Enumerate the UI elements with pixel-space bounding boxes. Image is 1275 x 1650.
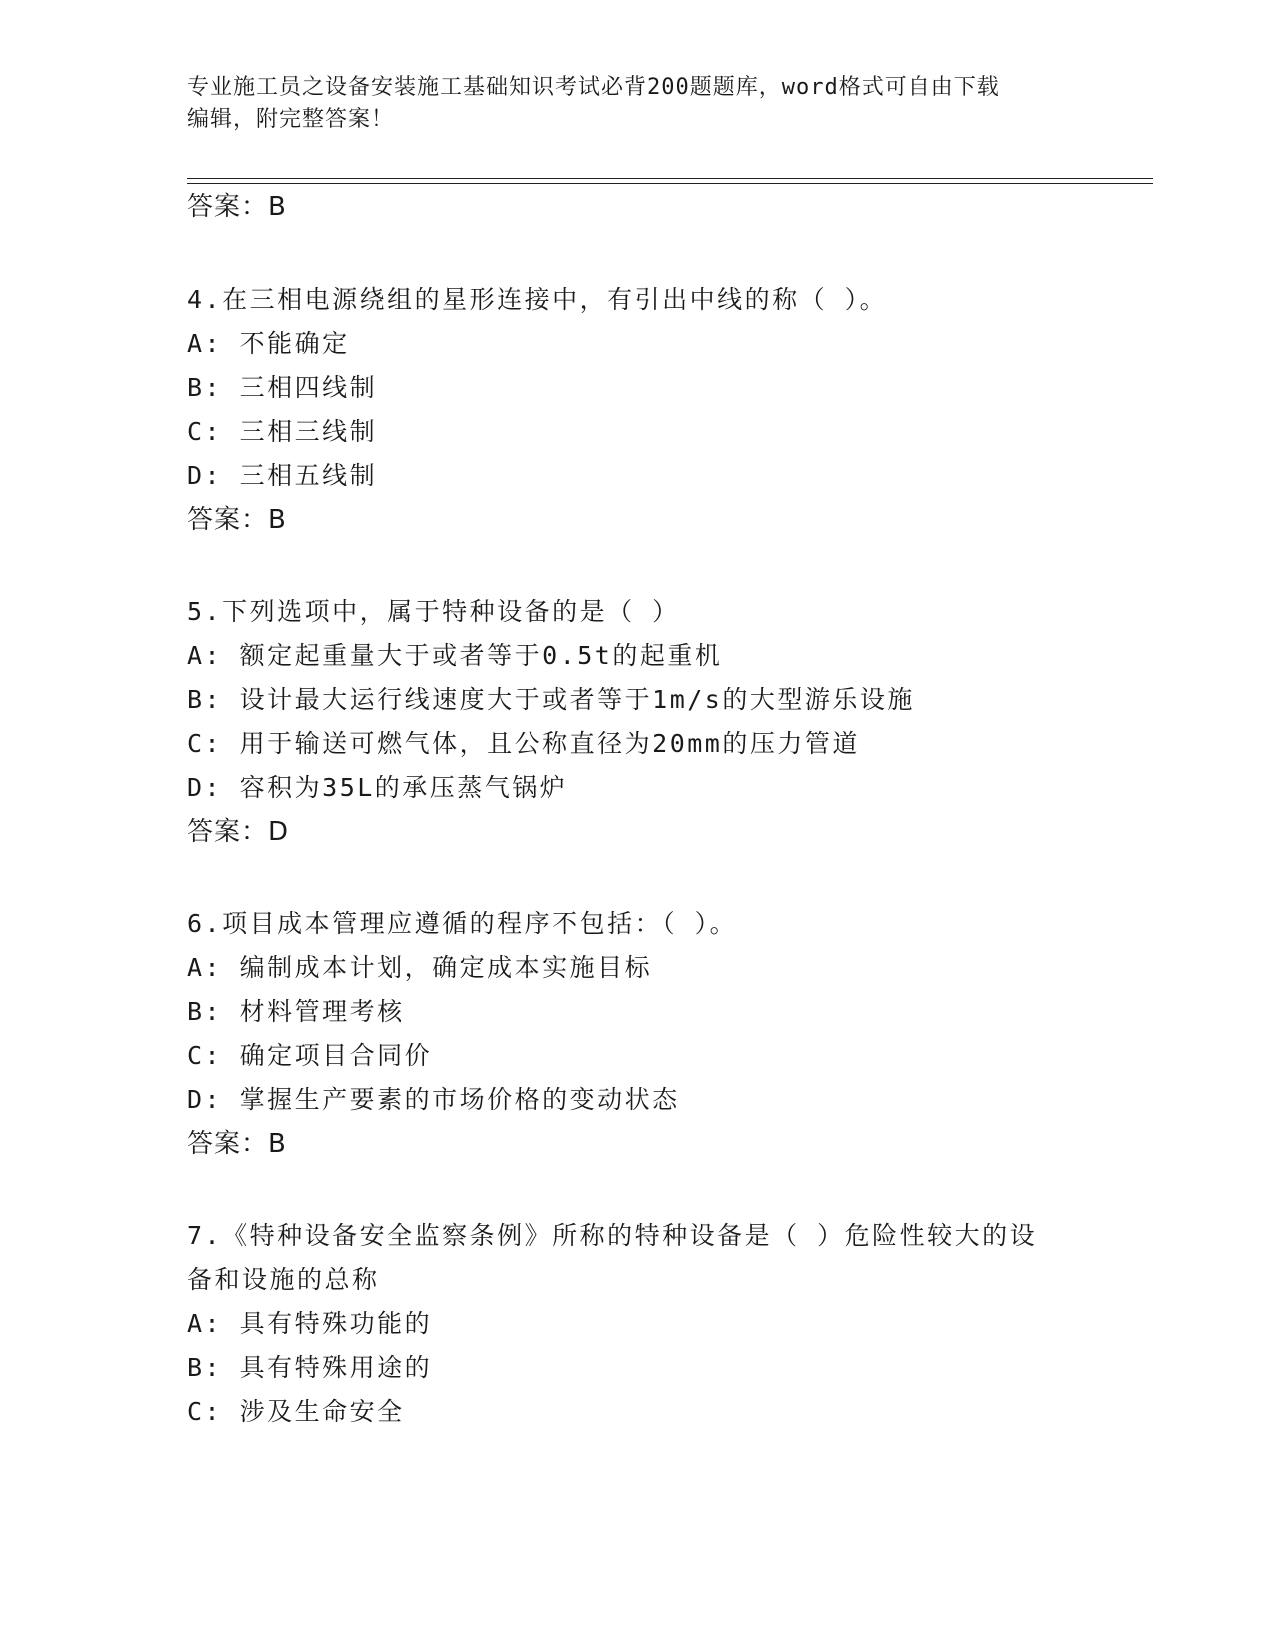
q7-question-line-2: 备和设施的总称 <box>187 1265 380 1294</box>
q4-answer: 答案：B <box>187 505 287 535</box>
header-line-2: 编辑，附完整答案！ <box>187 107 395 132</box>
q7-option-c: C: 涉及生命安全 <box>187 1397 405 1426</box>
q5-option-c: C: 用于输送可燃气体，且公称直径为20mm的压力管道 <box>187 729 860 758</box>
q5-answer: 答案：D <box>187 817 290 847</box>
q7-question-line-1: 7.《特种设备安全监察条例》所称的特种设备是（ ）危险性较大的设 <box>187 1221 1038 1250</box>
header-line-1: 专业施工员之设备安装施工基础知识考试必背200题题库，word格式可自由下载 <box>187 75 1000 100</box>
q4-option-a: A: 不能确定 <box>187 329 350 358</box>
q5-option-a: A: 额定起重量大于或者等于0.5t的起重机 <box>187 641 723 670</box>
q6-option-b: B: 材料管理考核 <box>187 997 405 1026</box>
q5-question: 5.下列选项中，属于特种设备的是（ ） <box>187 597 680 626</box>
q5-option-b: B: 设计最大运行线速度大于或者等于1m/s的大型游乐设施 <box>187 685 915 714</box>
q6-option-a: A: 编制成本计划，确定成本实施目标 <box>187 953 653 982</box>
q6-answer: 答案：B <box>187 1129 287 1159</box>
q6-option-d: D: 掌握生产要素的市场价格的变动状态 <box>187 1085 680 1114</box>
q4-option-b: B: 三相四线制 <box>187 373 378 402</box>
q6-question: 6.项目成本管理应遵循的程序不包括：（ ）。 <box>187 909 738 938</box>
header-divider-bottom <box>187 183 1153 184</box>
q5-option-d: D: 容积为35L的承压蒸气锅炉 <box>187 773 568 802</box>
header-divider-top <box>187 178 1153 179</box>
q7-option-b: B: 具有特殊用途的 <box>187 1353 433 1382</box>
q6-option-c: C: 确定项目合同价 <box>187 1041 433 1070</box>
q4-question: 4.在三相电源绕组的星形连接中，有引出中线的称（ ）。 <box>187 285 888 314</box>
q7-option-a: A: 具有特殊功能的 <box>187 1309 433 1338</box>
document-header <box>187 72 1077 136</box>
q3-answer: 答案：B <box>187 192 287 222</box>
q4-option-d: D: 三相五线制 <box>187 461 378 490</box>
q4-option-c: C: 三相三线制 <box>187 417 378 446</box>
